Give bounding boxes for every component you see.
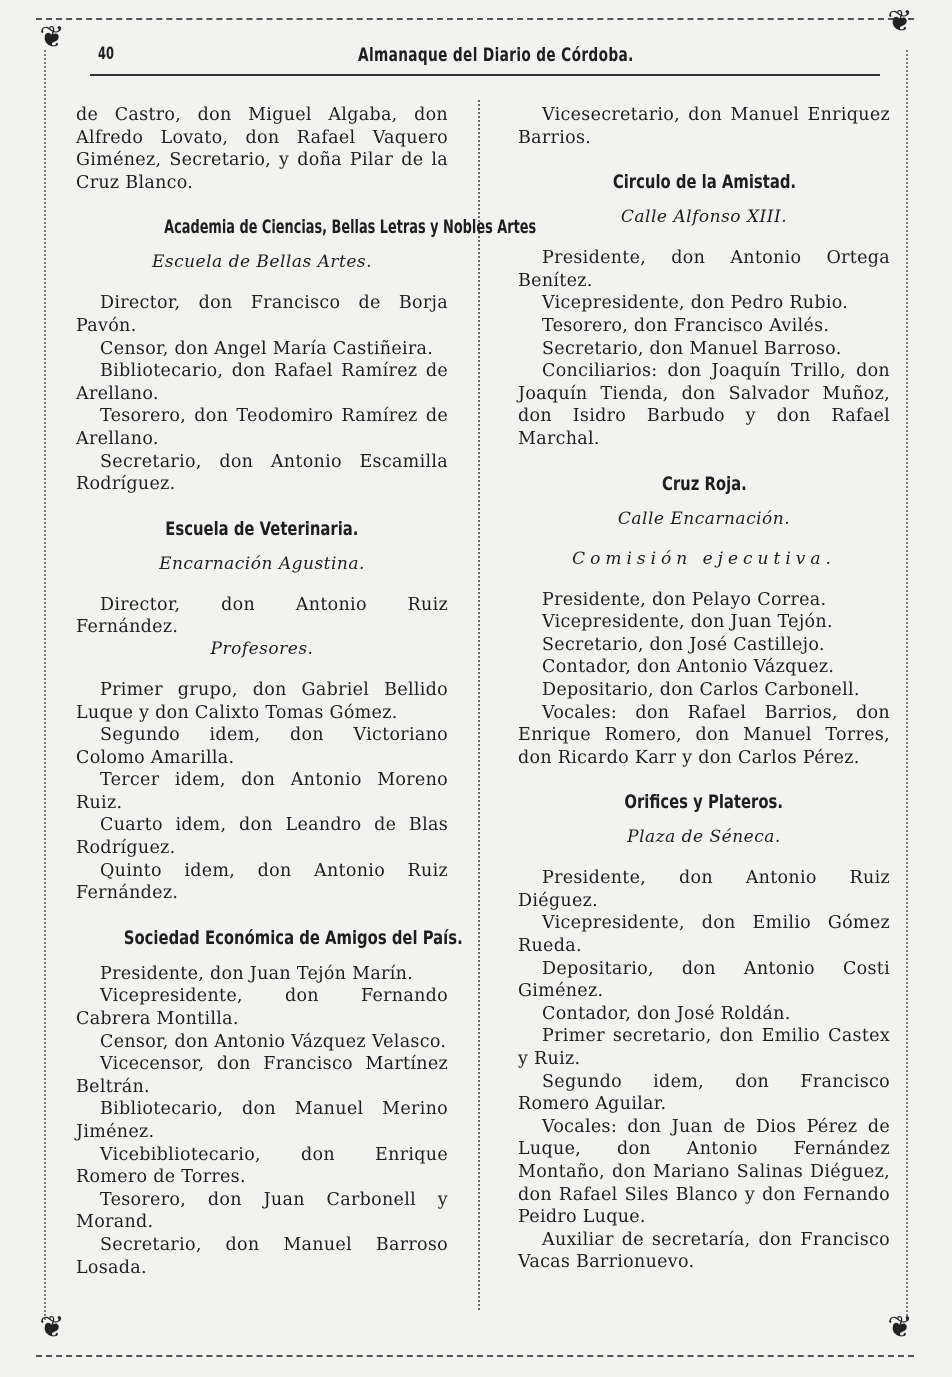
entry-paragraph: Secretario, don Antonio Escamilla Rodríguez. bbox=[76, 451, 448, 495]
entry-paragraph: Cuarto idem, don Leandro de Blas Rodríguez. bbox=[76, 815, 448, 859]
entry-paragraph: Contador, don José Roldán. bbox=[542, 1003, 791, 1024]
entry-paragraph: Tesorero, don Francisco Avilés. bbox=[542, 315, 830, 336]
entry-paragraph: Vicesecretario, don Manuel Enriquez Barrios. bbox=[518, 105, 890, 148]
entry-paragraph: Secretario, don Manuel Barroso. bbox=[542, 338, 842, 359]
entry-paragraph: Quinto idem, don Antonio Ruiz Fernández. bbox=[76, 860, 448, 904]
section-heading: Escuela de Veterinaria. bbox=[165, 517, 359, 540]
entry-paragraph: Tesorero, don Juan Carbonell y Morand. bbox=[76, 1189, 448, 1233]
entry-paragraph: Director, don Francisco de Borja Pavón. bbox=[76, 293, 448, 336]
right-column bbox=[518, 104, 890, 1274]
section-heading: Cruz Roja. bbox=[661, 472, 747, 495]
section-subtitle: Plaza de Séneca. bbox=[627, 827, 781, 848]
section-subtitle: Calle Alfonso XIII. bbox=[620, 207, 788, 228]
entry-paragraph: Segundo idem, don Francisco Romero Aguilar. bbox=[518, 1071, 890, 1115]
page-number: 40 bbox=[98, 44, 114, 64]
entry-paragraph: Contador, don Antonio Vázquez. bbox=[542, 657, 835, 678]
section-subtitle: Profesores. bbox=[210, 638, 314, 659]
left-column bbox=[76, 104, 537, 1279]
entry-paragraph: Censor, don Angel María Castiñeira. bbox=[100, 338, 434, 359]
entry-paragraph: Depositario, don Antonio Costi Giménez. bbox=[518, 958, 890, 1002]
section-heading: Sociedad Económica de Amigos del País. bbox=[123, 926, 463, 949]
section-heading: Circulo de la Amistad. bbox=[612, 171, 796, 194]
entry-paragraph: Tercer idem, don Antonio Moreno Ruiz. bbox=[76, 770, 448, 813]
entry-paragraph: Vicepresidente, don Pedro Rubio. bbox=[542, 293, 849, 314]
entry-paragraph: Vicepresidente, don Juan Tejón. bbox=[542, 612, 833, 633]
entry-paragraph: Vicebibliotecario, don Enrique Romero de Torres. bbox=[76, 1144, 448, 1188]
entry-paragraph: Vocales: don Juan de Dios Pérez de Luque, don Antonio Fernández Montaño, don Mariano Salinas Diéguez, don Rafael Siles Blanco y don Fernando Peidro Luque. bbox=[518, 1116, 890, 1228]
entry-paragraph: Auxiliar de secretaría, don Francisco Vacas Barrionuevo. bbox=[518, 1229, 890, 1273]
entry-paragraph: Presidente, don Juan Tejón Marín. bbox=[100, 963, 414, 984]
entry-paragraph: Bibliotecario, don Rafael Ramírez de Arellano. bbox=[76, 361, 448, 404]
running-title: Almanaque del Diario de Córdoba. bbox=[358, 44, 634, 66]
entry-paragraph: Secretario, don José Castillejo. bbox=[542, 634, 825, 655]
page-header bbox=[90, 42, 880, 76]
corner-ornament-icon: ❦ bbox=[39, 1310, 65, 1345]
entry-paragraph: Conciliarios: don Joaquín Trillo, don Joaquín Tienda, don Salvador Muñoz, don Isidro Barbudo y don Rafael Marchal. bbox=[518, 361, 890, 449]
entry-paragraph: Segundo idem, don Victoriano Colomo Amarilla. bbox=[76, 725, 448, 768]
entry-paragraph: Vocales: don Rafael Barrios, don Enrique Romero, don Manuel Torres, don Ricardo Karr y don Carlos Pérez. bbox=[518, 702, 890, 768]
entry-paragraph: de Castro, don Miguel Algaba, don Alfredo Lovato, don Rafael Vaquero Giménez, Secretario, y doña Pilar de la Cruz Blanco. bbox=[76, 105, 448, 193]
entry-paragraph: Primer secretario, don Emilio Castex y Ruiz. bbox=[518, 1026, 890, 1070]
corner-ornament-icon: ❦ bbox=[887, 4, 913, 39]
section-heading: Academia de Ciencias, Bellas Letras y Nobles Artes bbox=[164, 216, 537, 239]
corner-ornament-icon: ❦ bbox=[39, 20, 65, 55]
entry-paragraph: Censor, don Antonio Vázquez Velasco. bbox=[100, 1031, 447, 1052]
entry-paragraph: Vicepresidente, don Fernando Cabrera Montilla. bbox=[76, 986, 448, 1030]
entry-paragraph: Director, don Antonio Ruiz Fernández. bbox=[76, 594, 448, 638]
entry-paragraph: Primer grupo, don Gabriel Bellido Luque y don Calixto Tomas Gómez. bbox=[76, 679, 448, 723]
corner-ornament-icon: ❦ bbox=[887, 1310, 913, 1345]
entry-paragraph: Tesorero, don Teodomiro Ramírez de Arellano. bbox=[76, 406, 448, 449]
entry-paragraph: Secretario, don Manuel Barroso Losada. bbox=[76, 1234, 448, 1278]
entry-paragraph: Presidente, don Pelayo Correa. bbox=[542, 589, 827, 610]
section-heading: Orifices y Plateros. bbox=[624, 791, 784, 814]
right-border bbox=[906, 50, 908, 1320]
left-border bbox=[44, 50, 46, 1320]
entry-paragraph: Vicepresidente, don Emilio Gómez Rueda. bbox=[518, 913, 890, 957]
section-subtitle: Encarnación Agustina. bbox=[159, 553, 365, 574]
entry-paragraph: Depositario, don Carlos Carbonell. bbox=[542, 679, 860, 700]
column-divider bbox=[478, 100, 480, 1310]
entry-paragraph: Bibliotecario, don Manuel Merino Jiménez. bbox=[76, 1099, 448, 1142]
entry-paragraph: Presidente, don Antonio Ruiz Diéguez. bbox=[518, 868, 890, 911]
section-subtitle: Comisión ejecutiva. bbox=[572, 548, 836, 569]
entry-paragraph: Vicecensor, don Francisco Martínez Beltrán. bbox=[76, 1054, 448, 1097]
section-subtitle: Calle Encarnación. bbox=[617, 508, 791, 529]
section-subtitle: Escuela de Bellas Artes. bbox=[151, 252, 373, 273]
entry-paragraph: Presidente, don Antonio Ortega Benítez. bbox=[518, 248, 890, 291]
